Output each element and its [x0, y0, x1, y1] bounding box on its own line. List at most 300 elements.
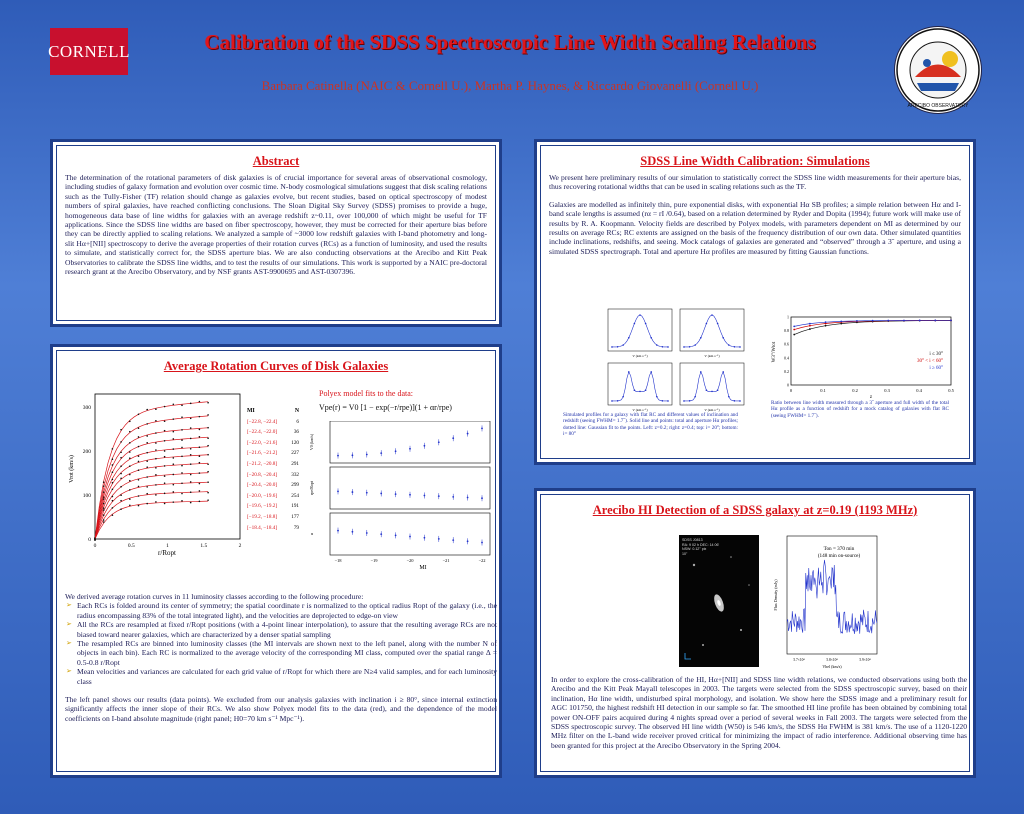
- rc-data-point: [190, 481, 192, 483]
- sim-profile-frame: [680, 363, 744, 405]
- rc-data-point: [155, 501, 157, 503]
- coef-xtick: −20: [406, 558, 414, 563]
- ratio-series-point: [809, 323, 811, 325]
- coef-point: [424, 537, 426, 539]
- rc-data-point: [112, 507, 114, 509]
- lum-row: [247, 470, 299, 481]
- rc-data-point: [190, 491, 192, 493]
- polyex-label: Polyex model fits to the data:: [319, 389, 413, 398]
- coef-panel-frame: [330, 467, 490, 509]
- abstract-title: Abstract: [252, 154, 300, 168]
- naic-logo: [895, 27, 981, 113]
- lum-row: [247, 523, 299, 534]
- rc-xtick: 2: [238, 543, 242, 549]
- simulations-panel: [534, 139, 976, 465]
- coef-ylabel: rpe/Ropt: [309, 481, 314, 495]
- rc-data-point: [129, 465, 131, 467]
- coef-point: [395, 450, 397, 452]
- rc-data-point: [103, 503, 105, 505]
- rc-data-point: [103, 514, 105, 516]
- rc-data-point: [146, 442, 148, 444]
- ratio-series-point: [793, 329, 795, 331]
- coef-point: [380, 533, 382, 535]
- sim-profile-xlabel: V (km s⁻¹): [704, 354, 720, 358]
- rc-data-point: [103, 498, 105, 500]
- lum-row: [247, 448, 299, 459]
- rc-data-point: [138, 495, 140, 497]
- rc-data-point: [164, 482, 166, 484]
- rc-data-point: [181, 500, 183, 502]
- rc-data-point: [138, 413, 140, 415]
- lum-row: [247, 501, 299, 512]
- sim-profile-point: [706, 323, 708, 325]
- sim-profile-point: [689, 346, 691, 348]
- rc-ytick: 0: [88, 537, 91, 543]
- coef-point: [452, 496, 454, 498]
- sim-profile-point: [662, 400, 664, 402]
- sim-caption-right: Ratio between line width measured through a 3˝ aperture and full width of the total Hα profile as a function of redshift for a mock catalog of galaxies with flat RC (seeing FWHM= 1.7˝).: [771, 400, 949, 419]
- sim-profile-point: [656, 344, 658, 346]
- lum-range: [−20.8, −20.4]: [247, 471, 278, 478]
- sim-profile-point: [650, 371, 652, 373]
- lum-count: 227: [291, 450, 299, 457]
- rc-data-point: [181, 482, 183, 484]
- rc-data-point: [155, 494, 157, 496]
- arecibo-panel: [534, 488, 976, 778]
- ratio-series-point: [950, 320, 952, 322]
- rc-data-point: [190, 454, 192, 456]
- rotation-bullet: ➢ Mean velocities and variances are calculated for each grid value of r/Ropt for which there are N≥4 valid samples, and for each luminosity class: [77, 667, 497, 686]
- simulations-title: SDSS Line Width Calibration: Simulations: [640, 154, 870, 168]
- rc-data-point: [173, 457, 175, 459]
- lum-range: [−22.0, −21.6]: [247, 439, 278, 446]
- lum-row: [247, 480, 299, 491]
- rc-data-point: [173, 491, 175, 493]
- poster-title: Calibration of the SDSS Spectroscopic Line Width Scaling Relations: [204, 30, 816, 54]
- coef-ylabel: V0 (km/s): [309, 433, 314, 451]
- rotation-bullet-list: [65, 601, 497, 686]
- ratio-legend-entry: i ≤ 30°: [929, 352, 943, 357]
- ratio-ytick: 0.4: [784, 355, 789, 361]
- lum-range: [−21.2, −20.8]: [247, 460, 278, 467]
- rc-data-point: [120, 441, 122, 443]
- rc-data-point: [199, 446, 201, 448]
- coef-point: [409, 494, 411, 496]
- spectrum-label-2: (148 min on-source): [817, 553, 861, 559]
- coef-point: [366, 454, 368, 456]
- sim-profile-point: [728, 344, 730, 346]
- coef-point: [424, 495, 426, 497]
- ratio-legend-entry: 30° < i < 60°: [916, 359, 943, 364]
- simulated-profiles-plot: [593, 306, 753, 418]
- ratio-xtick: 0.5: [948, 388, 954, 393]
- rc-xlabel: r/Ropt: [158, 549, 176, 557]
- coef-xtick: −19: [370, 558, 378, 563]
- rc-data-point: [199, 455, 201, 457]
- lum-count: 299: [291, 482, 299, 489]
- cornell-logo-text: CORNELL: [48, 41, 130, 61]
- rotation-title: Average Rotation Curves of Disk Galaxies: [163, 359, 389, 373]
- coef-point: [438, 538, 440, 540]
- rc-data-point: [94, 538, 96, 540]
- lum-row: [247, 427, 299, 438]
- lum-count: 254: [291, 492, 299, 499]
- rc-data-point: [155, 458, 157, 460]
- rc-data-point: [199, 416, 201, 418]
- rc-data-point: [138, 427, 140, 429]
- rc-data-point: [199, 436, 201, 438]
- rotation-text: [65, 592, 497, 723]
- rc-data-point: [173, 484, 175, 486]
- sim-profile-point: [728, 396, 730, 398]
- ratio-legend-entry: i ≥ 60°: [929, 366, 943, 371]
- sim-profile-point: [667, 346, 669, 348]
- rc-data-point: [181, 456, 183, 458]
- sim-profile-point: [694, 344, 696, 346]
- sim-profile-point: [734, 400, 736, 402]
- rc-data-point: [199, 490, 201, 492]
- coef-point: [424, 445, 426, 447]
- ratio-ytick: 0: [787, 382, 789, 388]
- ratio-ylabel: W3"/Wtot: [772, 341, 777, 363]
- rc-data-point: [146, 493, 148, 495]
- rc-data-point: [112, 464, 114, 466]
- sim-profile-point: [734, 346, 736, 348]
- coef-point: [395, 534, 397, 536]
- sim-profile-point: [711, 391, 713, 393]
- rc-data-point: [129, 457, 131, 459]
- rc-data-point: [129, 480, 131, 482]
- spectrum-label-1: Ton = 370 min: [823, 546, 855, 552]
- rc-data-point: [164, 456, 166, 458]
- rc-data-point: [129, 474, 131, 476]
- coef-point: [380, 452, 382, 454]
- rc-data-point: [207, 437, 209, 439]
- rc-data-point: [112, 488, 114, 490]
- sim-profile-point: [645, 323, 647, 325]
- lum-row: [247, 491, 299, 502]
- rc-data-point: [207, 414, 209, 416]
- sim-profile-point: [611, 400, 613, 402]
- sim-profile-point: [717, 389, 719, 391]
- aperture-ratio-plot: [769, 314, 959, 399]
- rc-data-point: [181, 416, 183, 418]
- rc-data-point: [164, 465, 166, 467]
- lum-range: [−20.4, −20.0]: [247, 482, 278, 489]
- sim-profile-point: [628, 337, 630, 339]
- coef-point: [380, 493, 382, 495]
- hi-spectrum-plot: [771, 533, 881, 671]
- sdss-galaxy-image: [679, 535, 759, 667]
- sim-profile-point: [700, 371, 702, 373]
- rotation-panel: [50, 344, 502, 778]
- rotation-bullet: ➢ Each RCs is folded around its center of symmetry; the spatial coordinate r is normalized to the optical radius Ropt of the galaxy (i.e., the radius encompassing 83% of the total integrated light), and the velocities are deprojected to edge-on view: [77, 601, 497, 620]
- polyex-coefficients-plot: [305, 421, 495, 571]
- sim-profile-point: [650, 337, 652, 339]
- rc-data-point: [103, 507, 105, 509]
- rc-xtick: 1: [166, 543, 169, 549]
- rc-data-point: [173, 474, 175, 476]
- coef-point: [352, 454, 354, 456]
- sdss-caption-line: NSW: 0.12° pix: [682, 547, 707, 552]
- rc-data-point: [181, 465, 183, 467]
- rc-data-point: [138, 486, 140, 488]
- sim-profile-point: [667, 400, 669, 402]
- ratio-ytick: 0.2: [784, 368, 789, 374]
- rc-data-point: [199, 401, 201, 403]
- rc-data-point: [173, 448, 175, 450]
- rc-data-point: [181, 493, 183, 495]
- sim-profile-point: [689, 400, 691, 402]
- sim-profile-point: [722, 371, 724, 373]
- rotation-bullet: ➢ The resampled RCs are binned into luminosity classes (the MI intervals are shown next to the left panel, along with the number N of objects in each bin). Each RC is normalized to the average velocity of the corresponding MI class, computed over the spatial range Δ = 0.5-0.8 r/Ropt: [77, 639, 497, 667]
- ratio-series-point: [919, 320, 921, 322]
- coef-point: [366, 532, 368, 534]
- simulations-para2: Galaxies are modelled as infinitely thin, pure exponential disks, with exponential Hα SB profiles; a simple relation between Hα and I-band scale lengths is assumed (rα = rI /0.64), based on a relation determined by Ryder and Dopita (1994); future work will make use of results by R. A. Koopmann. Velocity fields are described by Polyex models, with parameters dependent on MI as determined by our results on average RCs; RC extents are assigned on the basis of the frequency distribution of our own data. Other simulated quantities include inclinations, redshifts, and seeing. Mock catalogs of galaxies are generated and “observed” through a 3˝ aperture, and using a simulated SDSS spectrograph. Total and aperture Hα profiles are measured by fitting Gaussian functions.: [549, 199, 961, 256]
- sdss-caption-line: SDSS J0813: [682, 538, 703, 542]
- svg-text:ARECIBO OBSERVATORY: ARECIBO OBSERVATORY: [907, 103, 969, 109]
- sim-profile-point: [617, 400, 619, 402]
- sim-profile-point: [645, 389, 647, 391]
- lum-count: 191: [291, 503, 299, 510]
- rc-data-point: [138, 479, 140, 481]
- rc-data-point: [207, 454, 209, 456]
- rc-data-point: [164, 493, 166, 495]
- sim-profile-point: [722, 337, 724, 339]
- rc-data-point: [120, 429, 122, 431]
- sim-profile-point: [656, 396, 658, 398]
- rc-data-point: [155, 467, 157, 469]
- ratio-xlabel: z: [869, 395, 873, 399]
- lum-count: 177: [291, 513, 299, 520]
- rotation-curves-plot: [65, 389, 245, 559]
- rc-data-point: [138, 461, 140, 463]
- rc-data-point: [146, 435, 148, 437]
- rc-data-point: [120, 508, 122, 510]
- coef-panel-frame: [330, 421, 490, 463]
- coef-point: [481, 542, 483, 544]
- rc-data-point: [164, 420, 166, 422]
- rc-data-point: [103, 509, 105, 511]
- rc-data-point: [146, 503, 148, 505]
- lum-range: [−19.6, −19.2]: [247, 503, 278, 510]
- sim-profile-point: [694, 396, 696, 398]
- rc-ytick: 100: [82, 493, 91, 500]
- rc-data-point: [112, 482, 114, 484]
- luminosity-table: [247, 406, 299, 533]
- rc-data-point: [103, 491, 105, 493]
- sim-profile-point: [739, 400, 741, 402]
- rc-data-point: [112, 479, 114, 481]
- sim-profile-point: [611, 346, 613, 348]
- rc-data-point: [129, 504, 131, 506]
- rc-ytick: 200: [82, 449, 91, 456]
- rc-data-point: [146, 466, 148, 468]
- rc-data-point: [173, 404, 175, 406]
- lum-count: 79: [293, 524, 299, 531]
- rc-data-point: [103, 521, 105, 523]
- rc-data-point: [155, 408, 157, 410]
- coef-point: [409, 448, 411, 450]
- lum-range: [−21.6, −21.2]: [247, 450, 278, 457]
- rc-data-point: [129, 431, 131, 433]
- rc-data-point: [207, 481, 209, 483]
- rc-data-point: [199, 429, 201, 431]
- sdss-caption-line: RA: 9 02 h DEC: 14 06': [682, 542, 720, 547]
- rotation-intro: We derived average rotation curves in 11 luminosity classes according to the following procedure:: [65, 592, 364, 601]
- rc-data-point: [129, 451, 131, 453]
- ratio-series-point: [809, 328, 811, 330]
- rc-ylabel: Vrot (km/s): [69, 455, 75, 483]
- ratio-ytick: 0.6: [784, 341, 789, 347]
- rc-data-point: [138, 469, 140, 471]
- spectrum-xtick: 5.9×10⁴: [859, 658, 871, 662]
- sim-profile-point: [706, 389, 708, 391]
- rc-data-point: [155, 420, 157, 422]
- coef-point: [366, 492, 368, 494]
- rc-xtick: 0: [93, 543, 97, 549]
- sim-profile-point: [628, 371, 630, 373]
- sim-profile-point: [717, 323, 719, 325]
- rc-data-point: [112, 500, 114, 502]
- rc-data-point: [138, 446, 140, 448]
- rc-data-point: [146, 409, 148, 411]
- rc-data-point: [120, 494, 122, 496]
- rc-data-point: [164, 450, 166, 452]
- spectrum-xlabel: Vhel (km/s): [822, 664, 842, 669]
- rc-data-point: [190, 502, 192, 504]
- rc-data-point: [164, 440, 166, 442]
- ratio-series-point: [840, 320, 842, 322]
- coef-point: [337, 530, 339, 532]
- rc-data-point: [129, 498, 131, 500]
- sim-profile-xlabel: V (km s⁻¹): [704, 408, 720, 412]
- sim-profile-point: [711, 314, 713, 316]
- ratio-series-point: [793, 326, 795, 328]
- coef-point: [337, 491, 339, 493]
- rc-data-point: [120, 473, 122, 475]
- rc-data-point: [173, 438, 175, 440]
- coef-point: [467, 540, 469, 542]
- rc-data-point: [164, 406, 166, 408]
- rc-data-point: [120, 451, 122, 453]
- rc-data-point: [120, 500, 122, 502]
- coef-xtick: −21: [442, 558, 450, 563]
- rc-data-point: [190, 403, 192, 405]
- sim-profile-point: [622, 344, 624, 346]
- rc-data-point: [138, 436, 140, 438]
- abstract-body: The determination of the rotational parameters of disk galaxies is of crucial importance for several areas of observational cosmology, including studies of galaxy formation and evolution over cosmic time. N-body cosmological simulations suggest that disk scaling relations such as the Tully-Fisher (TF) relation should change as galaxies evolve, but recent studies, based on optical spectroscopy of modest numbers of spiral galaxies, have reached conflicting conclusions. The Sloan Digital Sky Survey (SDSS) promises to provide a huge, homogeneous data base of line widths for galaxies with an average redshift z~0.11, over 100,000 of which might be useful for TF applications. Since the SDSS line widths are based on fiber spectroscopy, however, they must be corrected for their aperture bias before they can be directly applied to scaling relations. We analyzed a sample of ~3000 low redshift galaxies with I-band photometry and long-slit Hα+[NII] spectroscopy to derive the average properties of their rotation curves (RCs) as a function of luminosity, and used the results to simulate, and statistically correct for, the SDSS aperture bias. We are also conducting observations at the Arecibo and Kitt Peak Observatories to calibrate the SDSS line widths, and to test the results of our simulations. This work is supported by a NAIC pre-doctoral research grant at the Arecibo Observatory, and by NSF grants AST-9900695 and AST-0307396.: [65, 173, 487, 277]
- rc-data-point: [146, 476, 148, 478]
- sim-profile-point: [662, 346, 664, 348]
- ratio-series-point: [887, 320, 889, 322]
- rc-data-point: [199, 501, 201, 503]
- coef-point: [337, 455, 339, 457]
- coef-point: [467, 433, 469, 435]
- lum-count: 36: [293, 429, 299, 436]
- rc-data-point: [164, 430, 166, 432]
- ratio-ytick: 0.8: [784, 328, 789, 334]
- ratio-ytick: 1: [787, 314, 789, 320]
- rc-data-point: [112, 458, 114, 460]
- rc-data-point: [112, 471, 114, 473]
- rc-data-point: [199, 483, 201, 485]
- spectrum-xtick: 5.7×10⁴: [793, 658, 805, 662]
- rc-data-point: [112, 448, 114, 450]
- naic-emblem-icon: [895, 27, 981, 113]
- rc-data-point: [138, 505, 140, 507]
- sim-profile-point: [700, 337, 702, 339]
- rc-data-point: [155, 484, 157, 486]
- rc-data-point: [190, 438, 192, 440]
- lum-row: [247, 438, 299, 449]
- coef-point: [452, 539, 454, 541]
- coef-xtick: −22: [478, 558, 486, 563]
- rc-data-point: [120, 457, 122, 459]
- lum-count: 332: [291, 471, 299, 478]
- rc-data-point: [138, 455, 140, 457]
- spectrum-ylabel: Flux Density (mJy): [773, 579, 778, 611]
- coef-point: [409, 536, 411, 538]
- lum-row: [247, 512, 299, 523]
- rc-data-point: [190, 427, 192, 429]
- sim-profile-point: [683, 400, 685, 402]
- sdss-field-icon: [679, 535, 759, 667]
- ratio-xtick: 0.2: [852, 388, 858, 393]
- coef-xlabel: MI: [419, 565, 427, 571]
- rc-data-point: [146, 452, 148, 454]
- ratio-series-point: [825, 321, 827, 323]
- lum-range: [−22.8, −22.4]: [247, 418, 278, 425]
- rc-data-point: [199, 472, 201, 474]
- ratio-series-point: [809, 325, 811, 327]
- cornell-logo: [50, 28, 128, 75]
- simulations-para1: We present here preliminary results of our simulation to statistically correct the SDSS line width measurements for their aperture bias, thus recovering rotational widths that can be used in scaling relations such as the TF.: [549, 173, 961, 192]
- rc-data-point: [181, 447, 183, 449]
- lum-range: [−20.0, −19.6]: [247, 492, 278, 499]
- rc-data-point: [181, 472, 183, 474]
- rc-data-point: [103, 485, 105, 487]
- sim-profile-point: [634, 323, 636, 325]
- rc-data-point: [120, 465, 122, 467]
- ratio-series-point: [872, 320, 874, 322]
- sim-profile-xlabel: V (km s⁻¹): [632, 408, 648, 412]
- rc-data-point: [207, 402, 209, 404]
- rc-data-point: [146, 486, 148, 488]
- lum-row: [247, 459, 299, 470]
- rc-data-point: [181, 404, 183, 406]
- lum-range: [−22.4, −22.0]: [247, 429, 278, 436]
- lum-range: [−19.2, −18.8]: [247, 513, 278, 520]
- rc-xtick: 0.5: [127, 543, 135, 549]
- spectrum-xtick: 5.8×10⁴: [826, 658, 838, 662]
- coef-point: [438, 495, 440, 497]
- coef-point: [352, 531, 354, 533]
- rc-data-point: [173, 431, 175, 433]
- ratio-series-point: [856, 320, 858, 322]
- lum-row: [247, 417, 299, 428]
- ratio-xtick: 0: [789, 388, 793, 393]
- rc-data-point: [207, 427, 209, 429]
- rc-data-point: [199, 462, 201, 464]
- ratio-series-point: [825, 325, 827, 327]
- sim-profile-point: [739, 346, 741, 348]
- rc-data-point: [173, 463, 175, 465]
- coef-point: [395, 493, 397, 495]
- rc-data-point: [207, 492, 209, 494]
- polyex-formula: Vpe(r) = V0 [1 − exp(−r/rpe)](1 + αr/rpe): [319, 403, 452, 412]
- rc-data-point: [190, 418, 192, 420]
